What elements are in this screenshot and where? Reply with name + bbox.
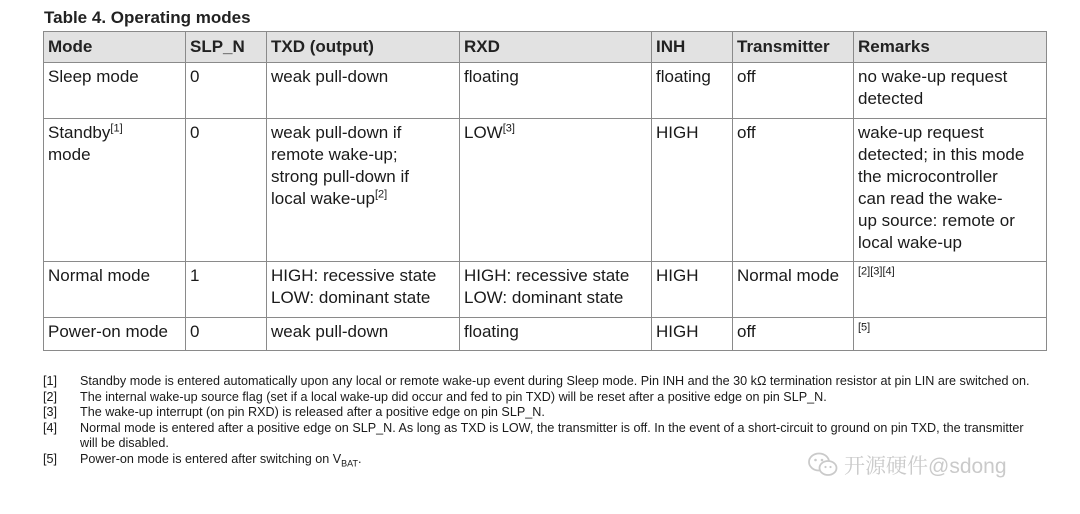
table-row [44,262,1047,318]
remarks-line: detected [858,89,924,108]
table-row [44,119,1047,262]
table-row [44,318,1047,351]
cell-mode [44,318,186,351]
rxd-line: LOW: dominant state [464,288,624,307]
footnote-ref: [2] [374,188,388,201]
footnote-number: [4] [43,420,58,435]
mode-label: mode [48,145,91,164]
remarks-line: wake-up request [858,123,984,142]
cell-slp-n: 0 [186,63,267,119]
cell-remarks [854,63,1047,119]
cell-mode [44,262,186,318]
cell-transmitter: Normal mode [733,262,854,318]
cell-slp-n: 1 [186,262,267,318]
footnote-ref: [2][3][4] [858,265,895,278]
txd-line: weak pull-down if [271,123,402,142]
remarks-line: local wake-up [858,233,962,252]
remarks-line: no wake-up request [858,67,1008,86]
cell-rxd [460,63,652,119]
cell-rxd [460,262,652,318]
cell-slp-n: 0 [186,318,267,351]
footnote-text: Normal mode is entered after a positive edge on SLP_N. As long as TXD is LOW, the transmitter is off. In the event of a short-circuit to ground on pin TXD, the transmitter will be disabled. [80,420,1024,450]
operating-modes-table [43,31,1047,351]
footnote-text: Standby mode is entered automatically upon any local or remote wake-up event during Sleep mode. Pin INH and the 30 kΩ termination resistor at pin LIN are switched on. [80,374,1030,388]
remarks-line: can read the wake- [858,189,1003,208]
cell-remarks [854,262,1047,318]
cell-inh: HIGH [652,318,733,351]
cell-txd [267,119,460,262]
footnote [43,405,1043,421]
cell-inh: floating [652,63,733,119]
txd-line: local wake-up [271,189,375,208]
cell-mode [44,119,186,262]
footnote-text: The wake-up interrupt (on pin RXD) is released after a positive edge on pin SLP_N. [80,405,545,419]
footnote-number: [1] [43,374,58,388]
txd-line: strong pull-down if [271,167,409,186]
rxd-line: floating [464,322,519,341]
footnote-number: [5] [43,451,58,466]
mode-label: Standby [48,123,111,142]
cell-rxd [460,119,652,262]
cell-transmitter: off [733,63,854,119]
wechat-icon [808,452,838,478]
cell-inh: HIGH [652,262,733,318]
remarks-line: the microcontroller [858,167,998,186]
rxd-line: LOW [464,123,503,142]
footnote-ref: [3] [502,122,515,135]
footnote-ref: [1] [110,122,123,135]
cell-transmitter: off [733,318,854,351]
remarks-line: detected; in this mode [858,145,1025,164]
footnote-text-part: . [357,451,362,466]
footnote [43,421,1043,452]
header-txd: TXD (output) [267,32,460,63]
header-remarks: Remarks [854,32,1047,63]
cell-remarks [854,318,1047,351]
txd-line: weak pull-down [271,67,389,86]
watermark-text: 开源硬件@sdong [844,455,1007,478]
header-inh: INH [652,32,733,63]
cell-txd [267,318,460,351]
cell-mode [44,63,186,119]
table-title: Table 4. Operating modes [44,8,251,27]
txd-line: LOW: dominant state [271,288,431,307]
table-header-row [44,32,1047,63]
cell-transmitter: off [733,119,854,262]
table-row [44,63,1047,119]
footnote-number: [2] [43,389,58,404]
footnote [43,374,1043,390]
cell-txd [267,262,460,318]
mode-label: Power-on mode [48,322,169,341]
cell-txd [267,63,460,119]
cell-inh: HIGH [652,119,733,262]
subscript: BAT [341,458,358,469]
footnote [43,390,1043,406]
remarks-line: up source: remote or [858,211,1015,230]
header-rxd: RXD [460,32,652,63]
footnote-number: [3] [43,405,58,419]
watermark [808,450,1007,480]
rxd-line: HIGH: recessive state [464,266,630,285]
footnote-ref: [5] [858,321,871,334]
mode-label: Sleep mode [48,67,139,86]
cell-slp-n: 0 [186,119,267,262]
txd-line: HIGH: recessive state [271,266,437,285]
header-transmitter: Transmitter [733,32,854,63]
txd-line: weak pull-down [271,322,389,341]
cell-rxd [460,318,652,351]
mode-label: Normal mode [48,266,151,285]
cell-remarks [854,119,1047,262]
header-slp-n: SLP_N [186,32,267,63]
txd-line: remote wake-up; [271,145,398,164]
header-mode: Mode [44,32,186,63]
rxd-line: floating [464,67,519,86]
footnote-text: The internal wake-up source flag (set if a local wake-up did occur and fed to pin TXD) will be reset after a positive edge on pin SLP_N. [80,389,827,404]
footnote-text-part: Power-on mode is entered after switching on V [80,451,342,466]
